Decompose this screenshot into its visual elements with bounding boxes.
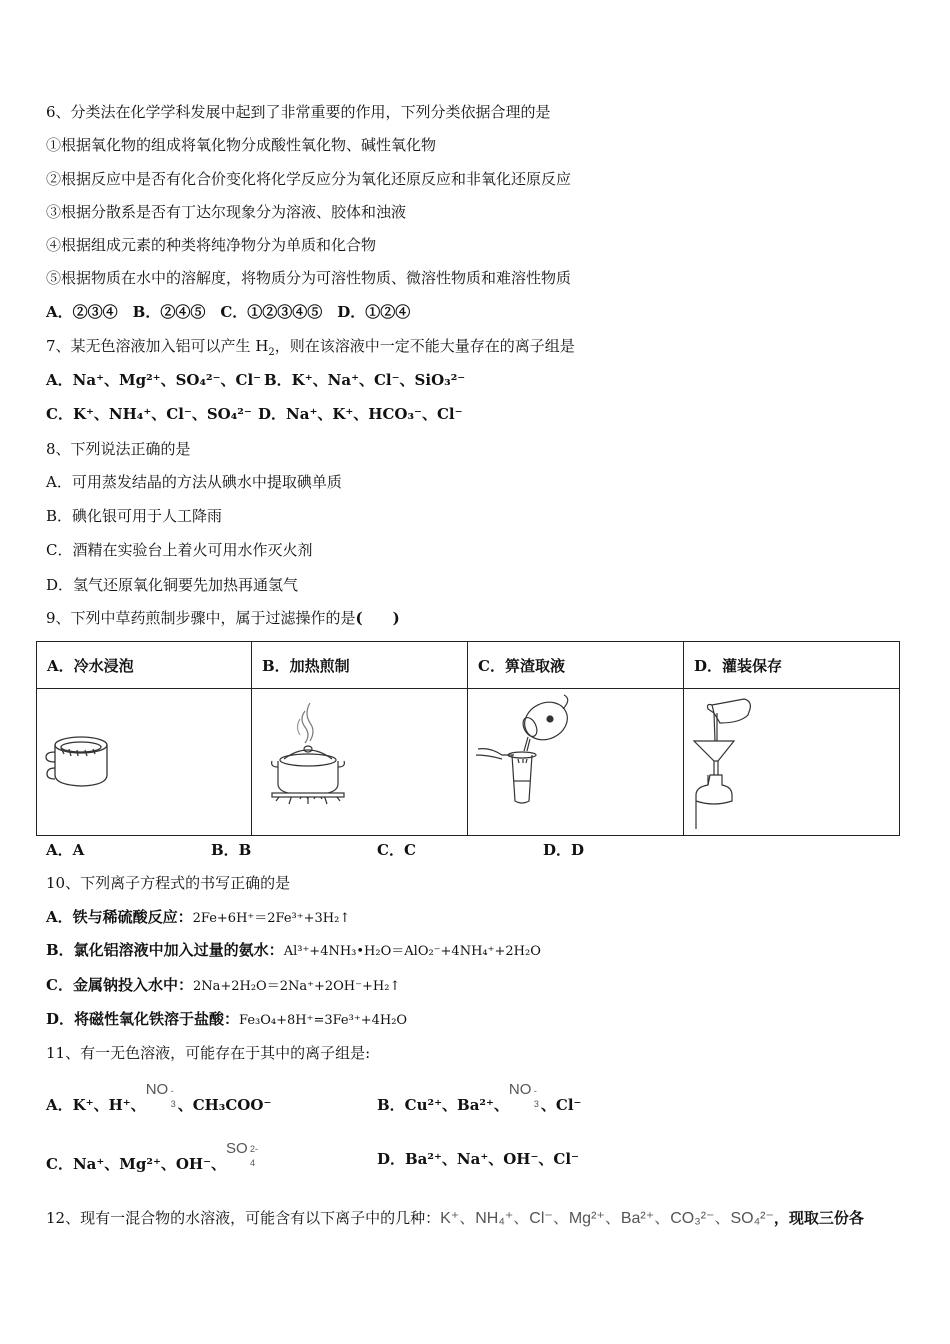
q12-stem-pre: 12、现有一混合物的水溶液，可能含有以下离子中的几种：	[46, 1209, 441, 1227]
q9-option-d: D．D	[543, 841, 585, 859]
nitrate-formula: NO	[508, 1081, 532, 1098]
q10-option-c	[46, 975, 400, 997]
q10-option-b-label: B．氯化铝溶液中加入过量的氨水：	[46, 941, 284, 959]
q9-image-soaking	[37, 689, 252, 836]
q11-option-b-nitrate	[508, 1081, 541, 1114]
q9-stem-pre: 9、下列中草药煎制步骤中，属于过滤操作的是	[46, 609, 356, 627]
q8-stem: 8、下列说法正确的是	[46, 440, 191, 458]
q10-option-d-label: D．将磁性氧化铁溶于盐酸：	[46, 1010, 240, 1028]
q9-stem	[46, 608, 400, 628]
q9-header-c: C．箅渣取液	[468, 642, 684, 689]
q9-image-decocting	[252, 689, 468, 836]
q9-header-a: A．冷水浸泡	[37, 642, 252, 689]
q11-option-c-pre: C．Na⁺、Mg²⁺、OH⁻、	[46, 1155, 227, 1173]
q10-option-b	[46, 940, 541, 962]
q11-stem: 11、有一无色溶液，可能存在于其中的离子组是:	[46, 1044, 371, 1062]
q6-item-1: ①根据氧化物的组成将氧化物分成酸性氧化物、碱性氧化物	[46, 136, 437, 154]
q7-option-c: C．K⁺、NH₄⁺、Cl⁻、SO₄²⁻	[46, 405, 252, 423]
q10-option-a-label: A．铁与稀硫酸反应：	[46, 908, 193, 926]
q9-stem-paren: ( )	[355, 609, 400, 627]
q10-option-a	[46, 907, 350, 929]
nitrate-charge: -	[533, 1086, 537, 1096]
nitrate-formula: NO	[145, 1081, 169, 1098]
q9-header-b: B．加热煎制	[252, 642, 468, 689]
q11-option-a-pre: A．K⁺、H⁺、	[46, 1096, 146, 1114]
q12-stem-post: ，现取三份各	[773, 1209, 864, 1227]
q8-option-b: B．碘化银可用于人工降雨	[46, 507, 223, 525]
q9-option-b: B．B	[211, 841, 252, 859]
q8-option-c: C．酒精在实验台上着火可用水作灭火剂	[46, 541, 313, 559]
q9-image-filtering	[468, 689, 684, 836]
q9-option-a: A．A	[46, 841, 85, 859]
q11-option-b	[377, 1081, 582, 1115]
q7-stem-pre: 7、某无色溶液加入铝可以产生 H	[46, 337, 269, 355]
q7-option-a: A．Na⁺、Mg²⁺、SO₄²⁻、Cl⁻	[46, 371, 262, 389]
q6-item-4: ④根据组成元素的种类将纯净物分为单质和化合物	[46, 236, 377, 254]
q9-image-bottling	[684, 689, 900, 836]
q9-option-c: C．C	[377, 841, 416, 859]
q8-option-a: A．可用蒸发结晶的方法从碘水中提取碘单质	[46, 473, 342, 491]
q11-option-a-post: 、CH₃COO⁻	[177, 1096, 272, 1114]
q6-item-3: ③根据分散系是否有丁达尔现象分为溶液、胶体和浊液	[46, 203, 407, 221]
q7-stem-sub: 2	[268, 347, 275, 358]
sulfate-charge: 2-	[250, 1144, 259, 1154]
sulfate-subscript: 4	[250, 1158, 256, 1168]
q7-stem	[46, 336, 575, 356]
nitrate-charge: -	[170, 1086, 174, 1096]
q6-stem: 6、分类法在化学学科发展中起到了非常重要的作用，下列分类依据合理的是	[46, 103, 551, 121]
q11-option-c-sulfate	[226, 1140, 259, 1173]
nitrate-subscript: 3	[533, 1099, 539, 1109]
q11-option-a	[46, 1081, 272, 1115]
q6-item-2: ②根据反应中是否有化合价变化将化学反应分为氧化还原反应和非氧化还原反应	[46, 170, 572, 188]
q11-option-b-post: 、Cl⁻	[540, 1096, 582, 1114]
sulfate-formula: SO	[226, 1140, 248, 1157]
q10-stem: 10、下列离子方程式的书写正确的是	[46, 874, 291, 892]
nitrate-subscript: 3	[170, 1099, 176, 1109]
q6-options: A．②③④ B．②④⑤ C．①②③④⑤ D．①②④	[46, 303, 411, 321]
q9-header-d: D．灌装保存	[684, 642, 900, 689]
q9-table	[36, 641, 900, 836]
q12-ion-list: K⁺、NH₄⁺、Cl⁻、Mg²⁺、Ba²⁺、CO₃²⁻、SO₄²⁻	[440, 1210, 774, 1227]
q10-option-b-equation: Al³⁺+4NH₃•H₂O＝AlO₂⁻+4NH₄⁺+2H₂O	[283, 944, 541, 959]
q11-option-b-pre: B．Cu²⁺、Ba²⁺、	[377, 1096, 509, 1114]
q6-item-5: ⑤根据物质在水中的溶解度，将物质分为可溶性物质、微溶性物质和难溶性物质	[46, 269, 572, 287]
q10-option-c-equation: 2Na+2H₂O＝2Na⁺+2OH⁻+H₂↑	[192, 979, 401, 994]
q12-stem	[46, 1208, 864, 1229]
q10-option-d-equation: Fe₃O₄+8H⁺=3Fe³⁺+4H₂O	[239, 1013, 408, 1028]
q11-option-a-nitrate	[145, 1081, 178, 1114]
q10-option-c-label: C．金属钠投入水中：	[46, 976, 193, 994]
q7-option-b: B．K⁺、Na⁺、Cl⁻、SiO₃²⁻	[264, 371, 466, 389]
q7-stem-post: ，则在该溶液中一定不能大量存在的离子组是	[274, 337, 575, 355]
q10-option-d	[46, 1009, 407, 1031]
q10-option-a-equation: 2Fe+6H⁺＝2Fe³⁺+3H₂↑	[192, 911, 351, 926]
q8-option-d: D．氢气还原氧化铜要先加热再通氢气	[46, 576, 299, 594]
q11-option-d: D．Ba²⁺、Na⁺、OH⁻、Cl⁻	[377, 1150, 579, 1168]
q11-option-c	[46, 1140, 259, 1174]
q7-option-d: D．Na⁺、K⁺、HCO₃⁻、Cl⁻	[258, 405, 463, 423]
